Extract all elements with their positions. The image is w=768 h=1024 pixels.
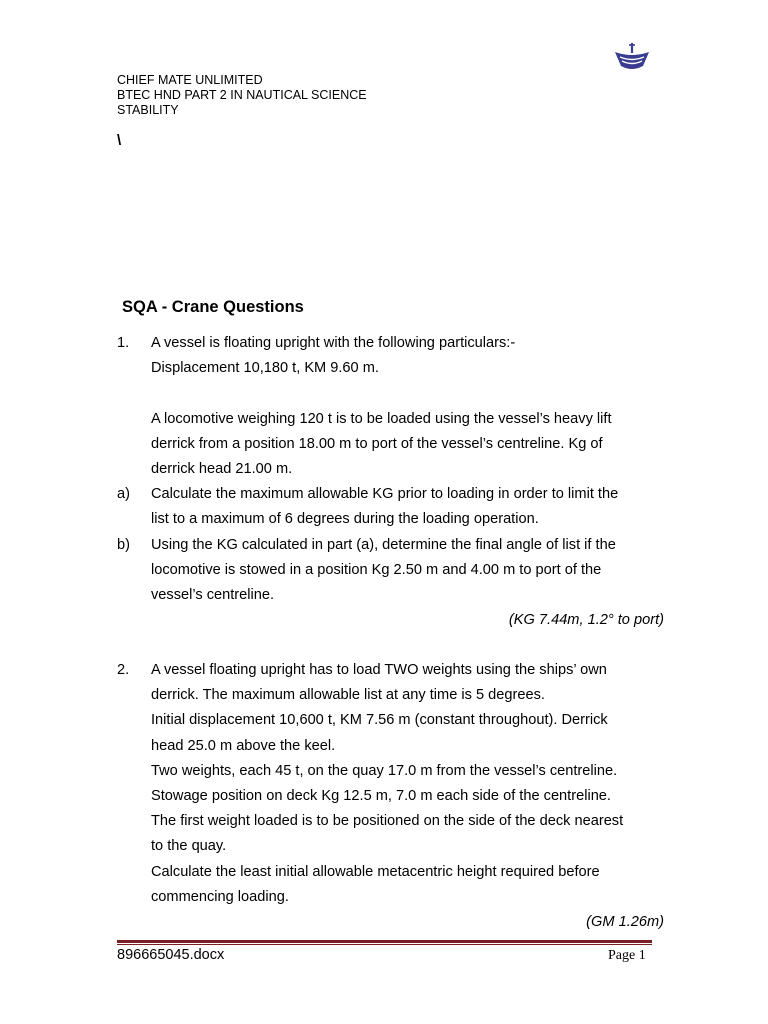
answer: (GM 1.26m) bbox=[586, 914, 664, 931]
part-label: a) bbox=[117, 486, 130, 503]
question-part-a bbox=[117, 482, 667, 532]
question-text: commencing loading. bbox=[151, 888, 289, 905]
question-text: head 25.0 m above the keel. bbox=[151, 737, 336, 754]
question-text: Initial displacement 10,600 t, KM 7.56 m (constant throughout). Derrick bbox=[151, 712, 608, 729]
question-text: list to a maximum of 6 degrees during the loading operation. bbox=[151, 511, 539, 528]
question-text: derrick from a position 18.00 m to port of the vessel’s centreline. Kg of bbox=[151, 435, 603, 452]
footer-rule bbox=[117, 944, 652, 945]
stray-mark: \ bbox=[117, 132, 122, 149]
question-text: vessel’s centreline. bbox=[151, 587, 275, 604]
footer-page-number: Page 1 bbox=[608, 948, 646, 963]
question-text: locomotive is stowed in a position Kg 2.50 m and 4.00 m to port of the bbox=[151, 561, 602, 578]
question-text: Calculate the maximum allowable KG prior to loading in order to limit the bbox=[151, 486, 619, 503]
question-text: to the quay. bbox=[151, 838, 227, 855]
question-part-b bbox=[117, 533, 667, 609]
question-1 bbox=[117, 331, 667, 633]
question-text: derrick head 21.00 m. bbox=[151, 461, 293, 477]
question-text: Stowage position on deck Kg 12.5 m, 7.0 m each side of the centreline. bbox=[151, 788, 611, 805]
question-text: derrick. The maximum allowable list at any time is 5 degrees. bbox=[151, 687, 545, 704]
question-text: Displacement 10,180 t, KM 9.60 m. bbox=[151, 360, 379, 377]
document-header bbox=[117, 73, 367, 118]
question-text: Calculate the least initial allowable metacentric height required before bbox=[151, 863, 600, 880]
question-2 bbox=[117, 658, 667, 935]
question-number: 2. bbox=[117, 662, 130, 678]
question-text: A vessel floating upright has to load TWO weights using the ships’ own bbox=[151, 662, 607, 678]
footer-rule bbox=[117, 940, 652, 943]
question-text: Using the KG calculated in part (a), determine the final angle of list if the bbox=[151, 536, 616, 553]
part-label: b) bbox=[117, 536, 130, 553]
question-text: The first weight loaded is to be positioned on the side of the deck nearest bbox=[151, 813, 624, 830]
page-title: SQA - Crane Questions bbox=[122, 298, 304, 316]
answer: (KG 7.44m, 1.2° to port) bbox=[508, 612, 664, 629]
header-subject: STABILITY bbox=[117, 103, 179, 117]
question-number: 1. bbox=[117, 335, 130, 351]
question-text: A vessel is floating upright with the following particulars:- bbox=[151, 335, 516, 351]
header-course: CHIEF MATE UNLIMITED bbox=[117, 73, 263, 87]
question-text: A locomotive weighing 120 t is to be loaded using the vessel’s heavy lift bbox=[151, 410, 612, 427]
question-text: Two weights, each 45 t, on the quay 17.0 m from the vessel’s centreline. bbox=[151, 762, 618, 779]
footer-filename: 896665045.docx bbox=[117, 947, 225, 963]
institution-logo-icon bbox=[613, 42, 651, 72]
header-programme: BTEC HND PART 2 IN NAUTICAL SCIENCE bbox=[117, 88, 367, 102]
